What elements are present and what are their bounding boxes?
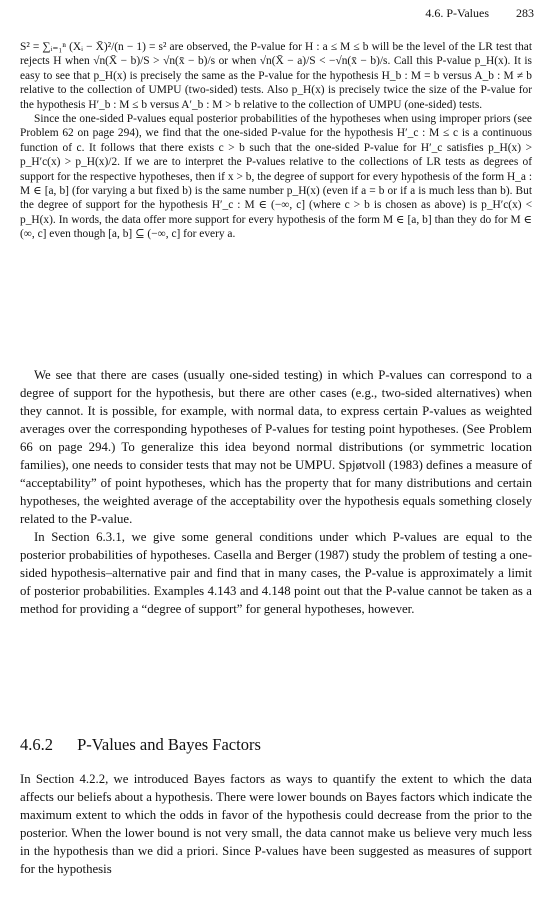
running-head-section: 4.6. P-Values <box>425 6 489 20</box>
section-text-block <box>20 770 532 878</box>
small-paragraph-1: S² = ∑ᵢ₌₁ⁿ (Xᵢ − X̄)²/(n − 1) = s² are observed, the P-value for H : a ≤ M ≤ b will be the level of the LR test that rejects H when √n(X̄ − b)/S > √n(x̄ − b)/s or when √n(X̄ − a)/S < −√n(x̄ − b)/s. Call this P-value p_H(x). It is easy to see that p_H(x) is precisely the same as the P-value for the hypothesis H_b : M = b versus A_b : M ≠ b relative to the collection of UMPU (two-sided) tests. Also p_H(x) is precisely twice the size of the P-value for the hypothesis H′_b : M ≤ b versus A′_b : M > b relative to the collection of UMPU (one-sided) tests. <box>20 41 532 111</box>
main-paragraph-2: In Section 6.3.1, we give some general conditions under which P-values are equal to the posterior probabilities of hypotheses. Casella and Berger (1987) study the problem of testing a one-sided hypothesis–alternative pair and find that in many cases, the P-value is approximately a limit of posterior probabilities. Examples 4.143 and 4.148 point out that the P-value cannot be taken as a method for providing a “degree of support” for general hypotheses, however. <box>20 530 532 616</box>
small-print-block <box>20 40 532 242</box>
section-heading <box>20 735 261 755</box>
main-text-block <box>20 366 532 618</box>
section-title: P-Values and Bayes Factors <box>77 735 261 754</box>
section-number: 4.6.2 <box>20 735 53 754</box>
page-number: 283 <box>516 6 534 20</box>
section-paragraph-1: In Section 4.2.2, we introduced Bayes factors as ways to quantify the extent to which the data affects our beliefs about a hypothesis. There were lower bounds on Bayes factors which indicate the maximum extent to which the odds in favor of the hypothesis could decrease from the prior to the posterior. When the lower bound is not very small, the data cannot make us believe very much less in the hypothesis than we did a priori. Since P-values have been suggested as measures of support for the hypothesis <box>20 772 532 876</box>
main-paragraph-1: We see that there are cases (usually one-sided testing) in which P-values can correspond to a degree of support for the hypothesis, but there are other cases (e.g., two-sided alternatives) when they cannot. It is possible, for example, with normal data, to express certain P-values as weighted averages over the corresponding hypotheses of P-values for testing point hypotheses. (See Problem 66 on page 294.) To generalize this idea beyond normal distributions (or symmetric location families), one needs to consider tests that may not be UMPU. Spjøtvoll (1983) defines a measure of “acceptability” of point hypotheses, which has the property that for many distributions and certain hypotheses, the weighted average of the acceptability over the hypothesis equals something closely related to the P-value. <box>20 368 532 526</box>
running-head <box>425 6 534 21</box>
small-paragraph-2: Since the one-sided P-values equal posterior probabilities of the hypotheses when using improper priors (see Problem 62 on page 294), we find that the one-sided P-value for the hypothesis H′_c : M ≤ c is a continuous function of c. It follows that there exists c > b such that the one-sided P-value for H′_c satisfies p_H(x) > p_H′c(x) > p_H(x)/2. If we are to interpret the P-values relative to the collections of LR tests as degrees of support for the respective hypotheses, then if x > b, the degree of support for every hypothesis of the form H_a : M ∈ [a, b] (for varying a but fixed b) is the same number p_H(x) (even if a = b or if a is much less than b). But the degree of support for the hypothesis H′_c : M ∈ (−∞, c] (where c > b is chosen as above) is p_H′c(x) < p_H(x). In words, the data offer more support for every hypothesis of the form M ∈ [a, b] than they do for M ∈ (∞, c] even though [a, b] ⊆ (−∞, c] for every a. <box>20 113 532 241</box>
